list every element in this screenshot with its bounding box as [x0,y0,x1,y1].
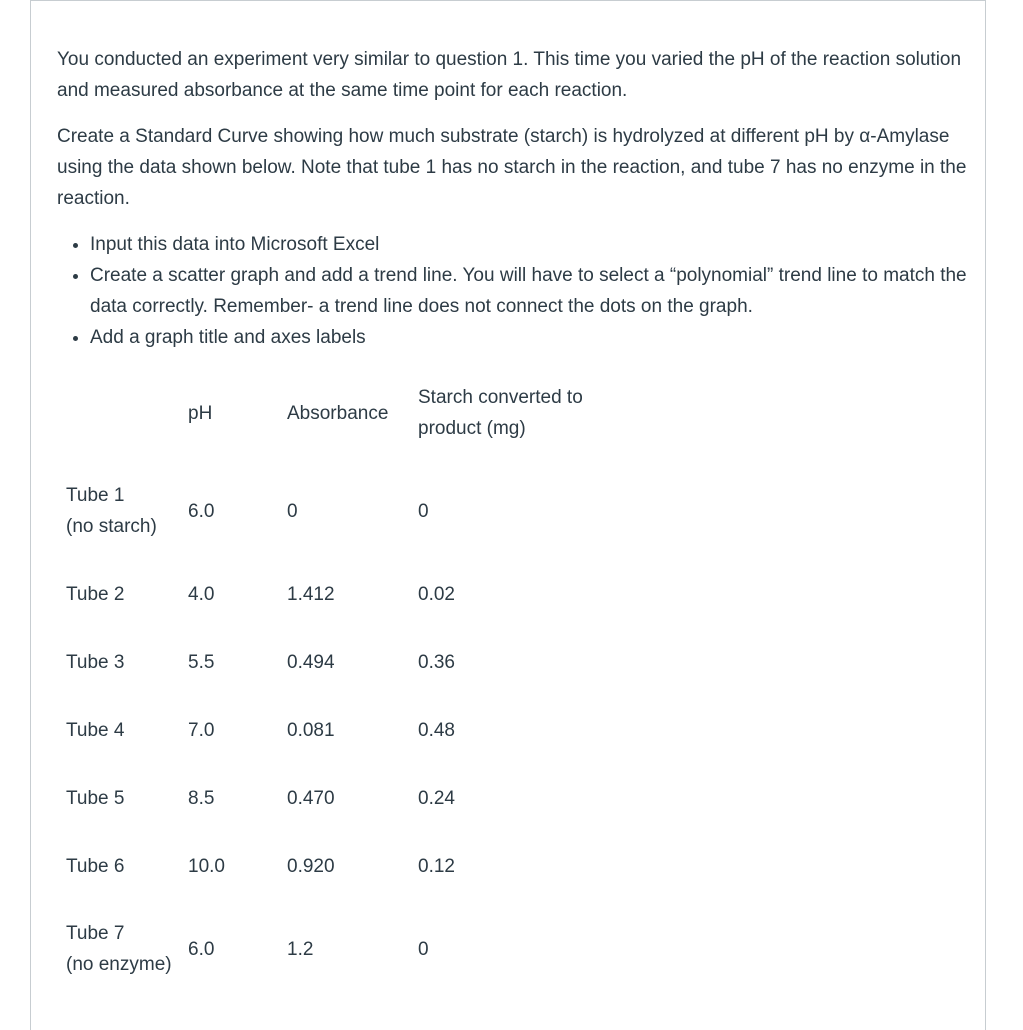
tube-label: Tube 4 [66,720,125,741]
starch-value: 0.36 [418,652,455,673]
ph-value: 4.0 [188,584,215,605]
starch-value: 0.24 [418,788,455,809]
tube-note: (no starch) [66,516,157,537]
list-item: • Add a graph title and axes labels [90,322,967,353]
tube-note: (no enzyme) [66,954,172,975]
ph-value: 6.0 [188,501,215,522]
absorbance-value: 1.2 [287,939,314,960]
list-item: • Create a scatter graph and add a trend line. You will have to select a “polynomial” trend line to match the data correctly. Remember- a trend line does not connect the dots on the graph. [90,260,967,322]
intro-paragraph: You conducted an experiment very similar to question 1. This time you varied the pH of the reaction solution and measured absorbance at the same time point for each reaction. [57,49,962,101]
header-absorbance: Absorbance [287,403,389,424]
ph-value: 5.5 [188,652,215,673]
tube-label: Tube 2 [66,584,125,605]
starch-value: 0.02 [418,584,455,605]
absorbance-value: 1.412 [287,584,335,605]
starch-value: 0 [418,501,429,522]
header-starch: Starch converted to product (mg) [418,387,583,439]
tube-label: Tube 1 [66,485,125,506]
absorbance-value: 0 [287,501,298,522]
instructions-paragraph: Create a Standard Curve showing how much substrate (starch) is hydrolyzed at different pH by α-Amylase using the data shown below. Note that tube 1 has no starch in the reaction, and tube 7 has no enzyme in the reaction. [57,126,967,209]
question-body [57,44,967,353]
list-item: • Input this data into Microsoft Excel [90,229,967,260]
tube-label: Tube 7 [66,923,125,944]
ph-value: 6.0 [188,939,215,960]
absorbance-value: 0.470 [287,788,335,809]
absorbance-value: 0.494 [287,652,335,673]
tube-label: Tube 5 [66,788,125,809]
absorbance-value: 0.081 [287,720,335,741]
starch-value: 0.48 [418,720,455,741]
tube-label: Tube 6 [66,856,125,877]
ph-value: 8.5 [188,788,215,809]
ph-value: 7.0 [188,720,215,741]
ph-value: 10.0 [188,856,225,877]
starch-value: 0 [418,939,429,960]
header-ph: pH [188,403,213,424]
instruction-list [57,229,967,353]
starch-value: 0.12 [418,856,455,877]
absorbance-value: 0.920 [287,856,335,877]
tube-label: Tube 3 [66,652,125,673]
